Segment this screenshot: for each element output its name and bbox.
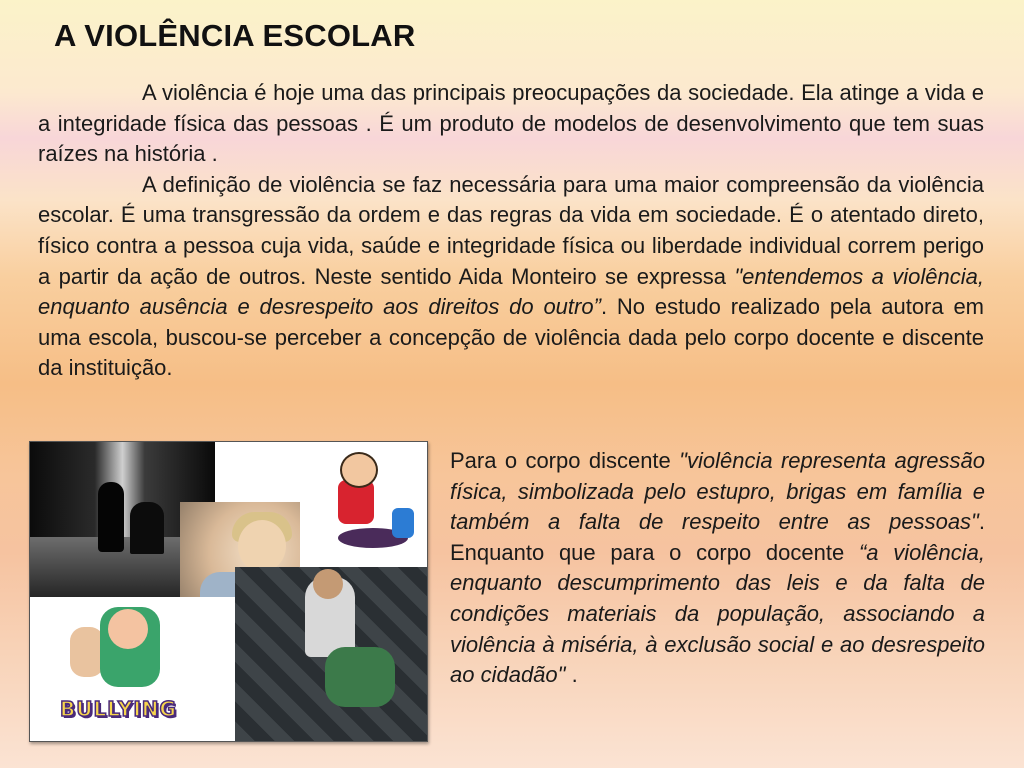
bullying-cartoon (30, 597, 235, 741)
paragraph-3-quote-1: "violência representa agressão física, simbolizada pelo estupro, brigas em família e também a falta de respeito entre as pessoas" (450, 448, 985, 535)
cartoon-bully-green-head (108, 609, 148, 649)
paragraph-2 (38, 170, 984, 384)
violence-image-collage (29, 441, 428, 742)
paragraph-3 (450, 446, 985, 691)
paragraph-3-text-b: . Enquanto que para o corpo docente (450, 509, 985, 565)
paragraph-2-text-b: . No estudo realizado pela autora em uma escola, buscou-se perceber a concepção de violência dada pelo corpo docente e discente da instituição. (38, 294, 985, 381)
silhouette-figure (98, 482, 124, 552)
child-face (238, 520, 286, 572)
fight-render-image (235, 567, 427, 741)
fight-figure-head (313, 569, 343, 599)
paragraph-3-quote-2: “a violência, enquanto descumprimento das leis e da falta de condições materiais da população, associando a violência à miséria, à exclusão social e ao desrespeito ao cidadão" (450, 539, 986, 688)
paragraph-3-text-c: . (565, 662, 578, 688)
silhouette-victim (130, 502, 164, 554)
fight-figure-crouching (325, 647, 395, 707)
lower-text (450, 446, 985, 691)
paragraph-2-text-a: A definição de violência se faz necessária para uma maior compreensão da violência escolar. É uma transgressão da ordem e das regras da vida em sociedade. É o atentado direto, físico contra a pessoa cuja vida, saúde e integridade física ou liberdade individual correm perigo a partir da ação de outros. Neste sentido Aida Monteiro se expressa (38, 171, 984, 289)
cartoon-bully-head (340, 452, 378, 488)
slide-title: A VIOLÊNCIA ESCOLAR (54, 18, 416, 53)
paragraph-1: A violência é hoje uma das principais preocupações da sociedade. Ela atinge a vida e a integridade física das pessoas . É um produto de modelos de desenvolvimento que tem suas raízes na história . (38, 80, 984, 167)
intro-text (38, 78, 984, 384)
cartoon-child (70, 627, 104, 677)
cartoon-bully-illustration (300, 442, 427, 567)
paragraph-2-quote: "entendemos a violência, enquanto ausência e desrespeito aos direitos do outro” (38, 263, 985, 320)
bullying-label: BULLYING (60, 697, 177, 721)
cartoon-victim (392, 508, 414, 538)
paragraph-3-text-a: Para o corpo discente (450, 448, 680, 473)
